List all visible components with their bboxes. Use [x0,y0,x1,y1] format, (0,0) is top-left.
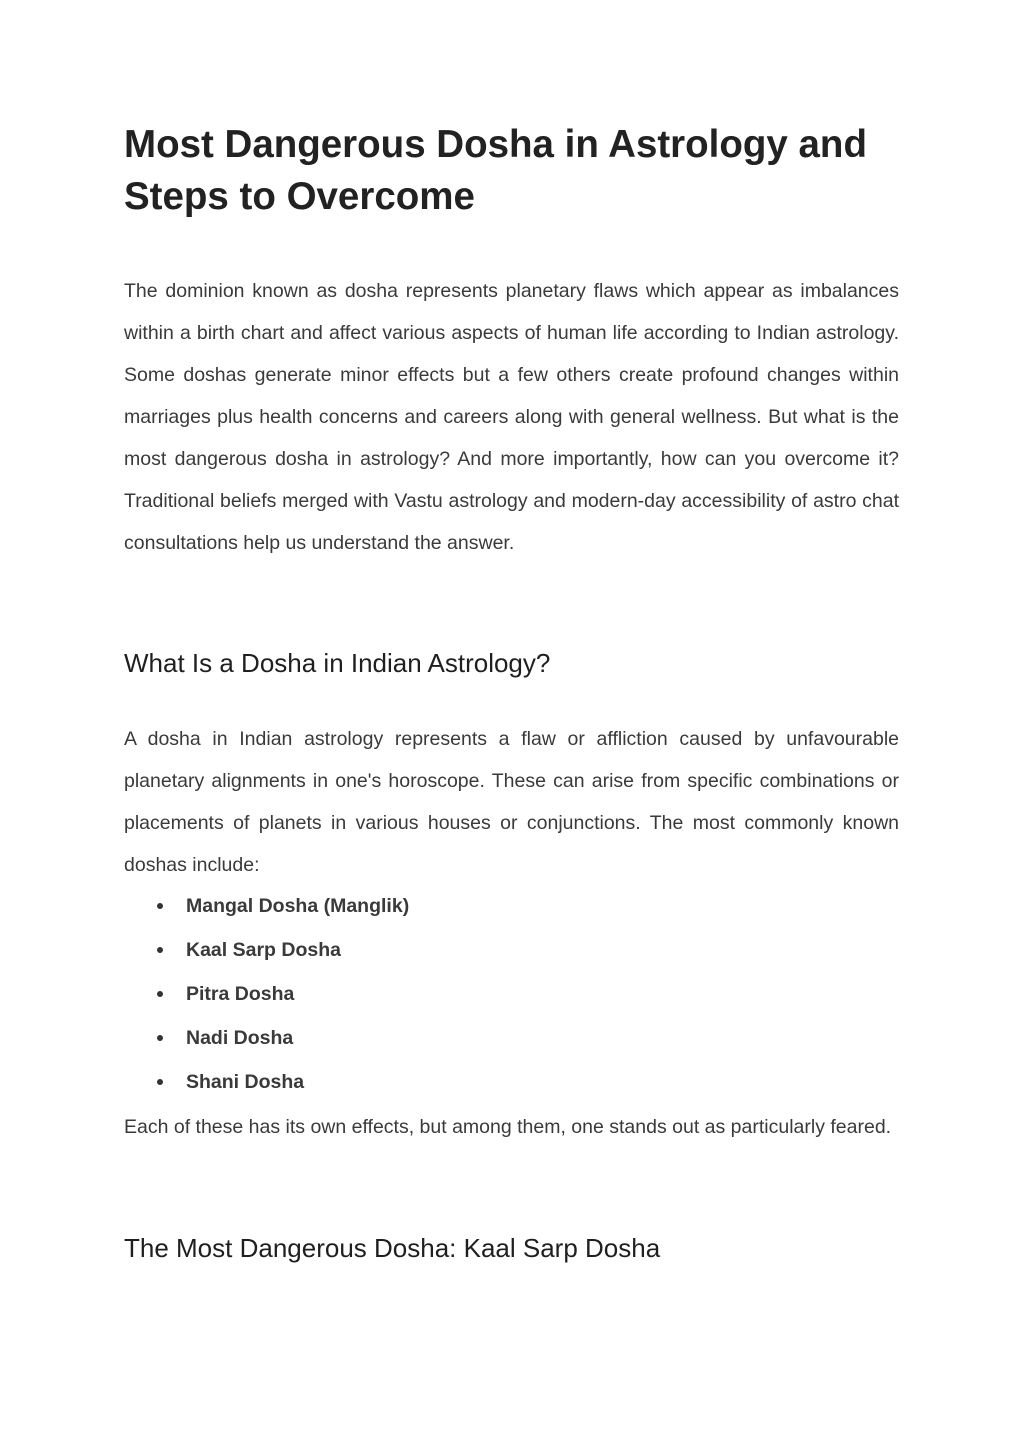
section-heading-what-is-dosha: What Is a Dosha in Indian Astrology? [124,648,551,678]
list-item [124,1016,899,1060]
list-item-label: Mangal Dosha (Manglik) [186,895,410,917]
list-item-label: Pitra Dosha [186,983,295,1005]
list-item-label: Shani Dosha [186,1071,305,1093]
list-item [124,884,899,928]
list-item-label: Nadi Dosha [186,1027,294,1049]
document-title: Most Dangerous Dosha in Astrology and Steps to Overcome [124,123,867,218]
list-item [124,1060,899,1104]
bullet-icon [157,1079,163,1085]
dosha-list [124,884,899,1104]
bullet-icon [157,1035,163,1041]
list-item [124,928,899,972]
section-heading-kaal-sarp: The Most Dangerous Dosha: Kaal Sarp Dosha [124,1233,661,1263]
list-item-label: Kaal Sarp Dosha [186,939,341,961]
dosha-definition-paragraph: A dosha in Indian astrology represents a flaw or affliction caused by unfavourable planetary alignments in one's horoscope. These can arise from specific combinations or placements of planets in various houses or conjunctions. The most commonly known doshas include: [124,728,899,876]
list-item [124,972,899,1016]
bullet-icon [157,947,163,953]
closing-paragraph: Each of these has its own effects, but among them, one stands out as particularly feared. [124,1116,892,1138]
bullet-icon [157,903,163,909]
intro-paragraph: The dominion known as dosha represents planetary flaws which appear as imbalances within a birth chart and affect various aspects of human life according to Indian astrology. Some doshas generate minor effects but a few others create profound changes within marriages plus health concerns and careers along with general wellness. But what is the most dangerous dosha in astrology? And more importantly, how can you overcome it? Traditional beliefs merged with Vastu astrology and modern-day accessibility of astro chat consultations help us understand the answer. [124,280,899,554]
bullet-icon [157,991,163,997]
